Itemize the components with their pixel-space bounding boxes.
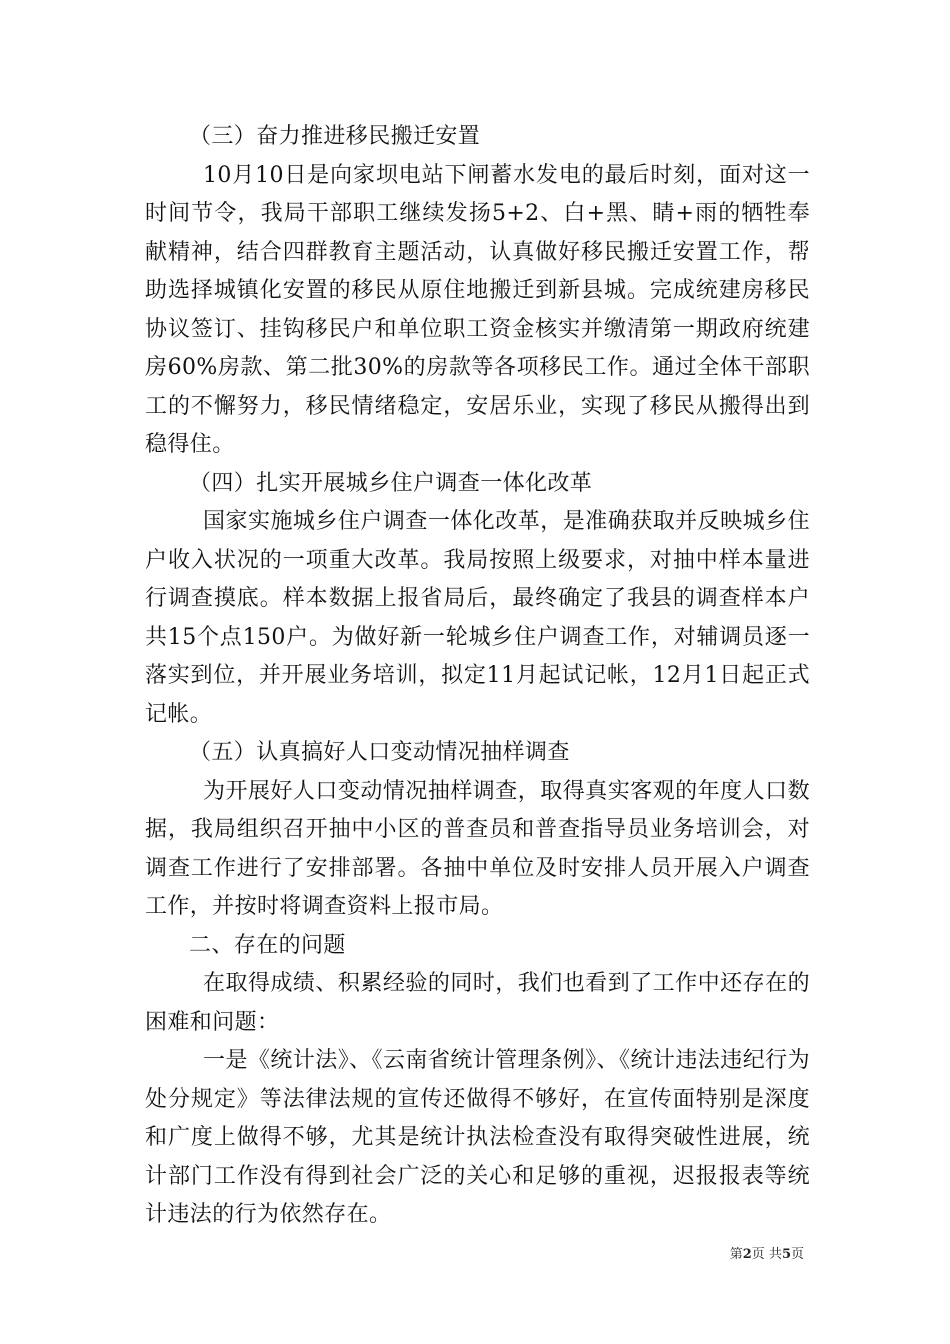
page-number-footer	[730, 1246, 804, 1264]
section-heading-five: （五）认真搞好人口变动情况抽样调查	[189, 740, 570, 765]
paragraph-relocation: 10月10日是向家坝电站下闸蓄水发电的最后时刻，面对这一时间节令，我局干部职工继续发扬5+2、白+黑、睛+雨的牺牲奉献精神，结合四群教育主题活动，认真做好移民搬迁安置工作，帮助选择城镇化安置的移民从原住地搬迁到新县城。完成统建房移民协议签订、挂钩移民户和单位职工资金核实并缴清第一期政府统建房60%房款、第二批30%的房款等各项移民工作。通过全体干部职工的不懈努力，移民情绪稳定，安居乐业，实现了移民从搬得出到稳得住。	[145, 162, 810, 457]
paragraph-problems-intro: 在取得成绩、积累经验的同时，我们也看到了工作中还存在的困难和问题：	[145, 971, 810, 1035]
footer-middle: 页 共	[751, 1247, 782, 1262]
current-page-number: 2	[742, 1247, 752, 1262]
paragraph-problem-one: 一是《统计法》、《云南省统计管理条例》、《统计违法违纪行为处分规定》等法律法规的宣传还做得不够好，在宣传面特别是深度和广度上做得不够，尤其是统计执法检查没有取得突破性进展，统计部门工作没有得到社会广泛的关心和足够的重视，迟报报表等统计违法的行为依然存在。	[145, 1048, 810, 1227]
total-page-number: 5	[781, 1247, 791, 1262]
document-body	[145, 118, 810, 1235]
footer-prefix: 第	[729, 1247, 743, 1262]
section-heading-four: （四）扎实开展城乡住户调查一体化改革	[189, 470, 593, 496]
paragraph-population-survey: 为开展好人口变动情况抽样调查，取得真实客观的年度人口数据，我局组织召开抽中小区的普查员和普查指导员业务培训会，对调查工作进行了安排部署。各抽中单位及时安排人员开展入户调查工作，并按时将调查资料上报市局。	[145, 778, 810, 919]
section-heading-problems: 二、存在的问题	[189, 932, 346, 958]
section-heading-three: （三）奋力推进移民搬迁安置	[189, 124, 481, 149]
paragraph-household-survey: 国家实施城乡住户调查一体化改革，是准确获取并反映城乡住户收入状况的一项重大改革。我局按照上级要求，对抽中样本量进行调查摸底。样本数据上报省局后，最终确定了我县的调查样本户共15个点150户。为做好新一轮城乡住户调查工作，对辅调员逐一落实到位，并开展业务培训，拟定11月起试记帐，12月1日起正式记帐。	[145, 509, 810, 727]
footer-suffix: 页	[790, 1247, 804, 1262]
